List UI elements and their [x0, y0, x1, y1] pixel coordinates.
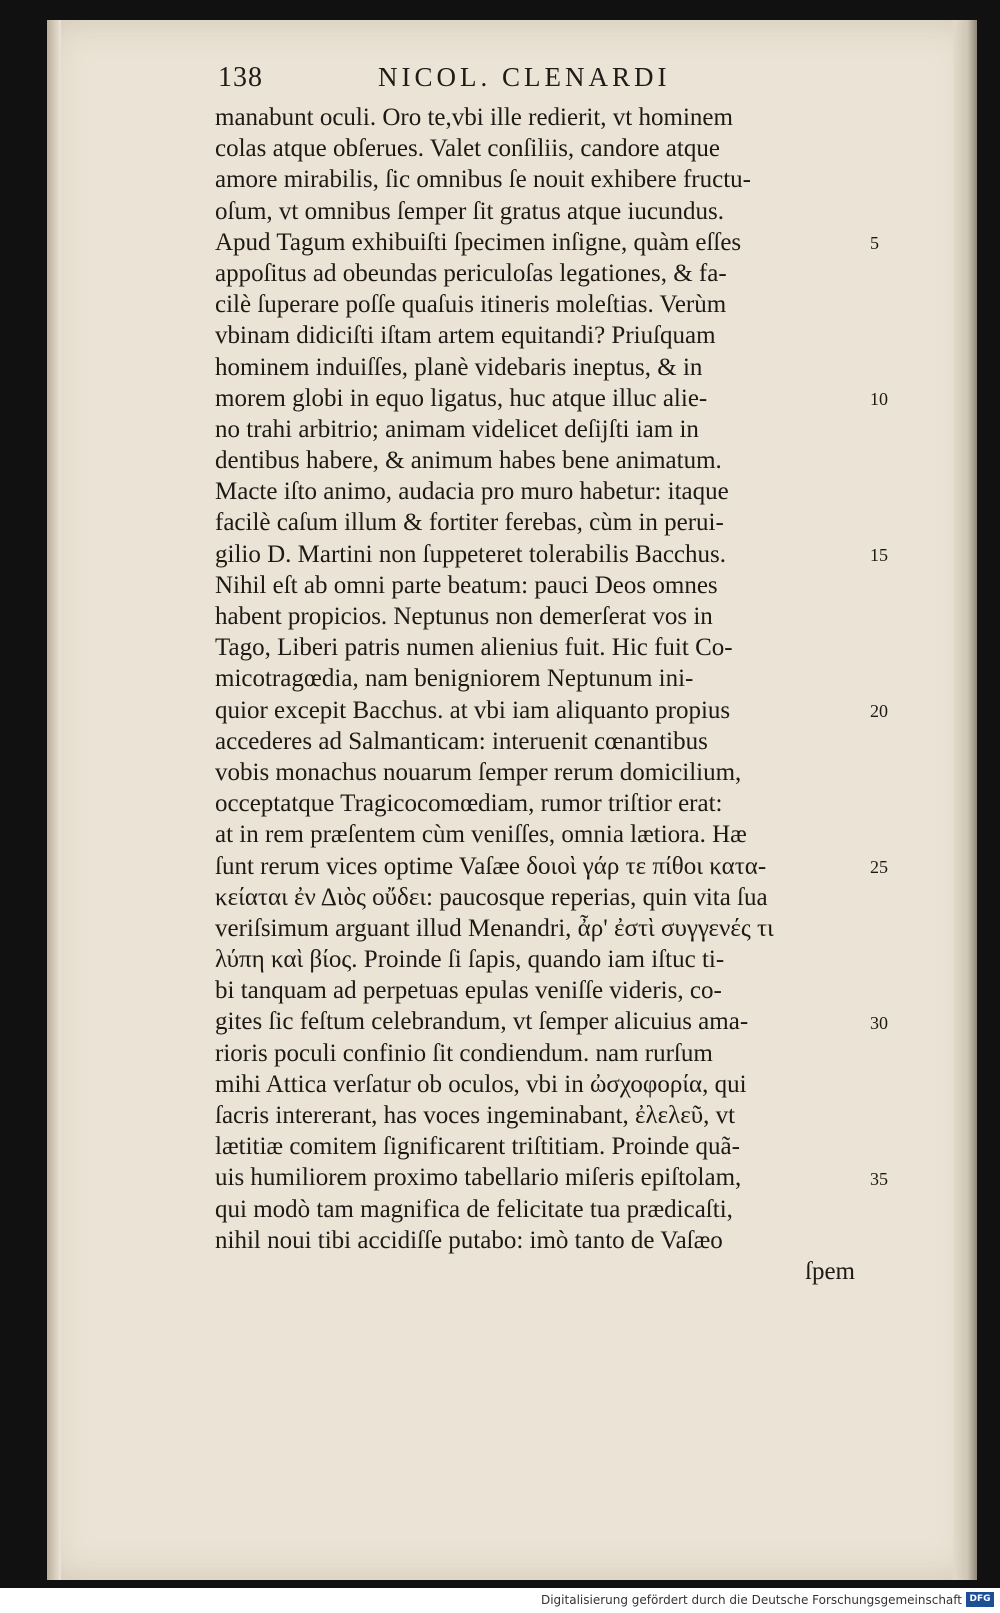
text-line: hominem induiſſes, planè videbaris ineptus, & in — [215, 353, 703, 381]
text-line: appoſitus ad obeundas periculoſas legationes, & fa- — [215, 259, 727, 287]
margin-line-number: 5 — [870, 232, 879, 253]
text-line: accederes ad Salmanticam: interuenit cœnantibus — [215, 727, 708, 755]
text-line: morem globi in equo ligatus, huc atque illuc alie- — [215, 384, 708, 412]
text-line: gites ſic feſtum celebrandum, vt ſemper alicuius ama- — [215, 1008, 749, 1036]
text-line: dentibus habere, & animum habes bene animatum. — [215, 447, 722, 475]
text-line: colas atque obſerues. Valet conſiliis, candore atque — [215, 135, 720, 163]
text-line: occeptatque Tragicocomœdiam, rumor triſtior erat: — [215, 790, 723, 818]
page-edge — [953, 20, 977, 1580]
margin-line-number: 20 — [870, 700, 888, 721]
text-line: cilè ſuperare poſſe quaſuis itineris moleſtias. Verùm — [215, 291, 727, 319]
text-line: Macte iſto animo, audacia pro muro habetur: itaque — [215, 478, 729, 506]
text-line: κείαται ἐν Διὸς οὔδει: paucosque reperias, quin vita ſua — [215, 883, 768, 911]
text-line: λύπη καὶ βίος. Proinde ſi ſapis, quando iam iſtuc ti- — [215, 946, 725, 974]
text-line: facilè caſum illum & fortiter ferebas, cùm in perui- — [215, 509, 724, 537]
text-line: mihi Attica verſatur ob oculos, vbi in ὠσχοφορία, qui — [215, 1070, 747, 1098]
text-line: Nihil eſt ab omni parte beatum: pauci Deos omnes — [215, 571, 718, 599]
margin-line-number: 10 — [870, 388, 888, 409]
text-line: quior excepit Bacchus. at vbi iam aliquanto propius — [215, 696, 731, 724]
text-line: manabunt oculi. Oro te,vbi ille redierit, vt hominem — [215, 104, 733, 131]
funding-credit: Digitalisierung gefördert durch die Deutsche Forschungsgemeinschaft — [540, 1593, 962, 1607]
text-line: gilio D. Martini non ſuppeteret tolerabilis Bacchus. — [215, 540, 726, 568]
text-line: at in rem præſentem cùm veniſſes, omnia lætiora. Hæ — [215, 821, 747, 849]
text-line: amore mirabilis, ſic omnibus ſe nouit exhibere fructu- — [215, 166, 751, 194]
running-head — [218, 62, 738, 102]
text-line: rioris poculi confinio ſit condiendum. nam rurſum — [215, 1039, 713, 1067]
text-line: lætitiæ comitem ſignificarent triſtitiam. Proinde quã- — [215, 1133, 740, 1161]
text-line: vobis monachus nouarum ſemper rerum domicilium, — [215, 758, 742, 786]
margin-line-number: 30 — [870, 1012, 888, 1033]
spine-shadow — [47, 20, 61, 1580]
text-line: ſunt rerum vices optime Vaſæe δοιοὶ γάρ τε πίθοι κατα- — [215, 852, 767, 880]
text-line: bi tanquam ad perpetuas epulas veniſſe videris, co- — [215, 977, 722, 1005]
body-text — [215, 102, 855, 1287]
margin-line-number: 25 — [870, 856, 888, 877]
text-line: no trahi arbitrio; animam videlicet deſijſti iam in — [215, 415, 699, 443]
text-line: oſum, vt omnibus ſemper ſit gratus atque iucundus. — [215, 197, 724, 225]
text-line: qui modò tam magnifica de felicitate tua prædicaſti, — [215, 1195, 733, 1223]
text-line: nihil noui tibi accidiſſe putabo: imò tanto de Vaſæo — [215, 1226, 723, 1254]
text-line: Tago, Liberi patris numen alienius fuit. Hic fuit Co- — [215, 634, 733, 662]
margin-line-number: 15 — [870, 544, 888, 565]
text-line: veriſsimum arguant illud Menandri, ἆρ' ἐστὶ συγγενές τι — [215, 914, 774, 942]
page-number: 138 — [218, 62, 263, 93]
text-line: micotragœdia, nam benigniorem Neptunum ini- — [215, 665, 694, 693]
text-line: vbinam didiciſti iſtam artem equitandi? Priuſquam — [215, 322, 716, 350]
text-line: Apud Tagum exhibuiſti ſpecimen inſigne, quàm eſſes — [215, 228, 742, 256]
running-title: NICOL. CLENARDI — [378, 62, 671, 92]
margin-line-number: 35 — [870, 1168, 888, 1189]
text-line: habent propicios. Neptunus non demerſerat vos in — [215, 603, 713, 630]
footer-bar — [0, 1588, 1000, 1613]
dfg-logo-icon: DFG — [966, 1592, 994, 1607]
catchword: ſpem — [805, 1257, 855, 1285]
text-line: uis humiliorem proximo tabellario miſeris epiſtolam, — [215, 1164, 742, 1192]
text-line: ſacris intererant, has voces ingeminabant, ἐλελεῦ, vt — [215, 1102, 736, 1129]
